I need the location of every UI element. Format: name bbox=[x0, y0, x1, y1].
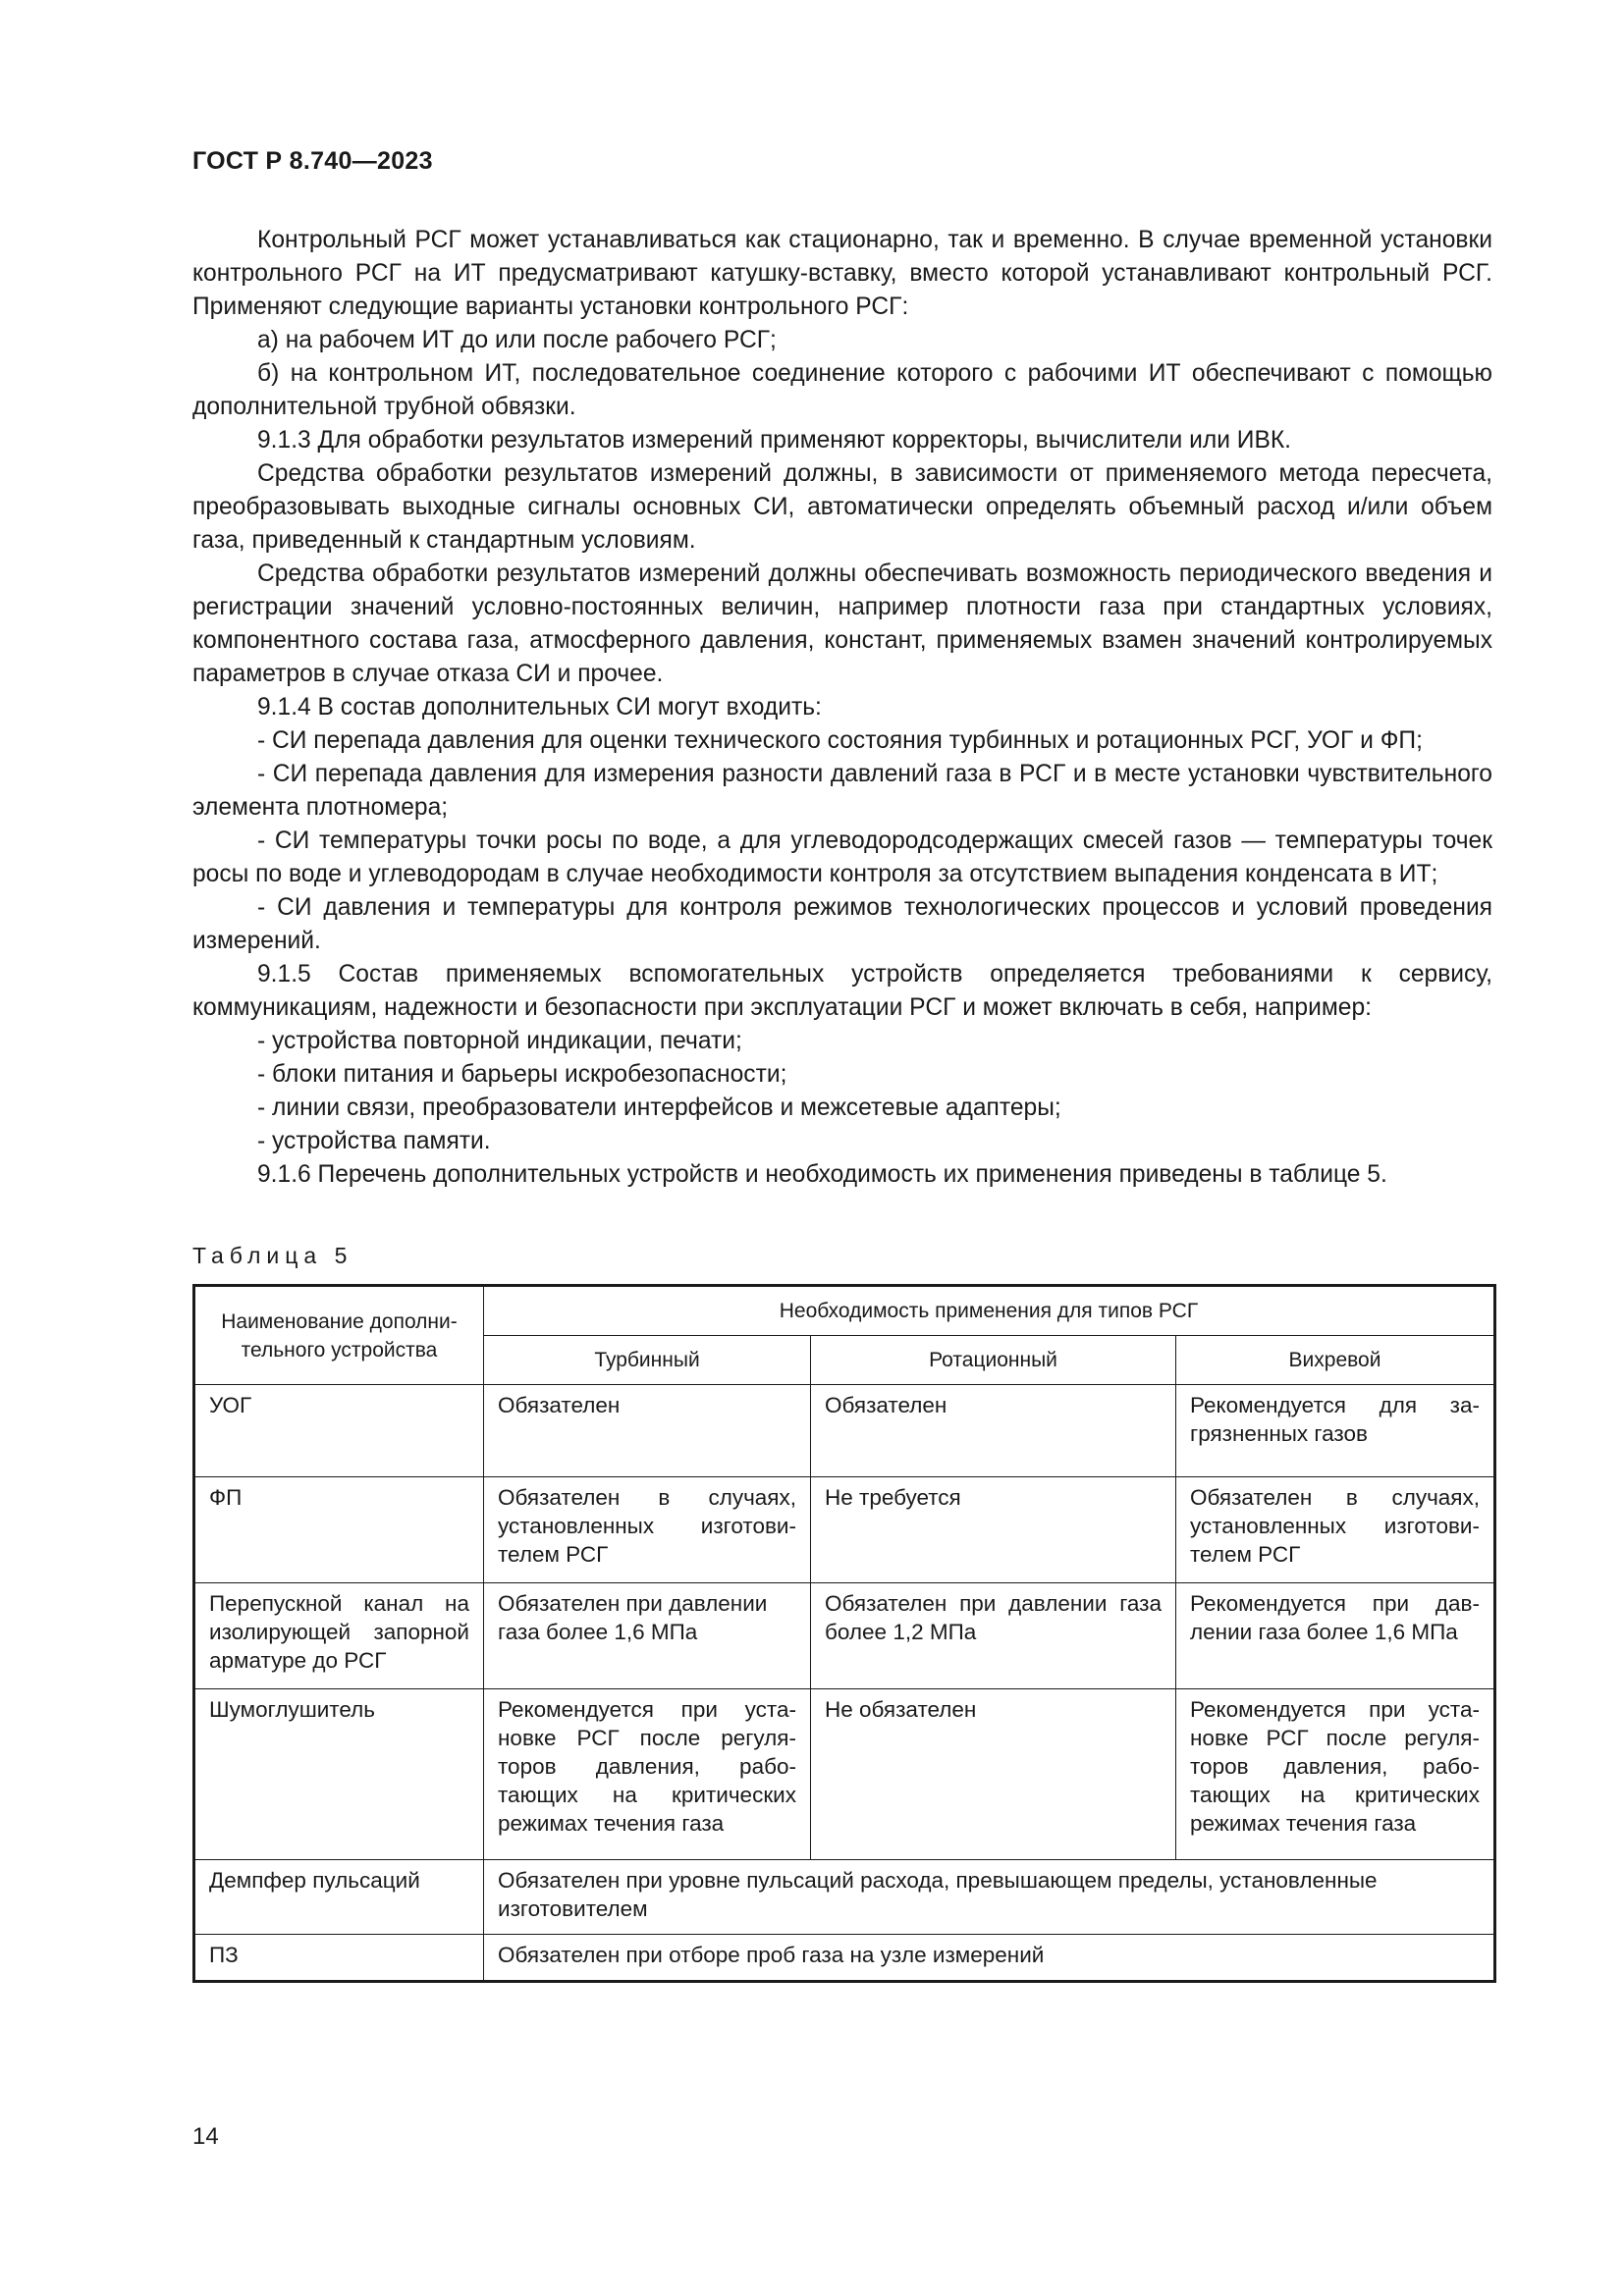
table-cell: Рекомендуется при установке РСГ после регуляторов давления, работающих на критических режимах течения газа bbox=[1176, 1689, 1495, 1860]
table-cell: Обязателен bbox=[811, 1385, 1176, 1477]
paragraph: 9.1.4 В состав дополнительных СИ могут входить: bbox=[257, 694, 822, 721]
paragraph: - СИ перепада давления для оценки технического состояния турбинных и ротационных РСГ, УОГ и ФП; bbox=[257, 727, 1423, 754]
table-cell: Обязателен при уровне пульсаций расхода, превышающем пределы, установленные изготовителем bbox=[484, 1860, 1495, 1935]
table-cell: Рекомендуется для загрязненных газов bbox=[1176, 1385, 1495, 1477]
paragraph: - СИ перепада давления для измерения разности давлений газа в РСГ и в месте установки чувствительного элемента плотномера; bbox=[192, 761, 1492, 821]
paragraph: - блоки питания и барьеры искробезопасности; bbox=[257, 1061, 787, 1088]
paragraph: - линии связи, преобразователи интерфейсов и межсетевые адаптеры; bbox=[257, 1095, 1061, 1121]
col-header-vortex: Вихревой bbox=[1176, 1336, 1495, 1385]
table-cell: Рекомендуется при давлении газа более 1,6 МПа bbox=[1176, 1583, 1495, 1689]
paragraph: а) на рабочем ИТ до или после рабочего РСГ; bbox=[257, 327, 777, 353]
table-row bbox=[194, 1477, 1495, 1583]
table-cell: УОГ bbox=[194, 1385, 484, 1477]
table-cell: ПЗ bbox=[194, 1935, 484, 1982]
paragraph: - устройства повторной индикации, печати; bbox=[257, 1028, 742, 1054]
table-caption: Таблица 5 bbox=[192, 1243, 353, 1268]
table-cell: Обязателен bbox=[484, 1385, 811, 1477]
document-header: ГОСТ Р 8.740—2023 bbox=[192, 147, 433, 175]
paragraph: 9.1.5 Состав применяемых вспомогательных устройств определяется требованиями к сервису, коммуникациям, надежности и безопасности при эксплуатации РСГ и может включать в себя, например: bbox=[192, 961, 1492, 1021]
table-cell: Не требуется bbox=[811, 1477, 1176, 1583]
table-cell: Обязателен при отборе проб газа на узле измерений bbox=[484, 1935, 1495, 1982]
body-text bbox=[192, 224, 1492, 1192]
paragraph: Средства обработки результатов измерений должны, в зависимости от применяемого метода пересчета, преобразовывать выходные сигналы основных СИ, автоматически определять объемный расход и/или объем газа, приведенный к стандартным условиям. bbox=[192, 460, 1492, 554]
table-header-row bbox=[194, 1286, 1495, 1336]
table-cell: ФП bbox=[194, 1477, 484, 1583]
paragraph: Средства обработки результатов измерений должны обеспечивать возможность периодического введения и регистрации значений условно-постоянных величин, например плотности газа при стандартных условиях, компонентного состава газа, атмосферного давления, констант, применяемых взамен значений контролируемых параметров в случае отказа СИ и прочее. bbox=[192, 561, 1492, 687]
col-group-header: Необходимость применения для типов РСГ bbox=[484, 1286, 1495, 1336]
col-header-turbine: Турбинный bbox=[484, 1336, 811, 1385]
table-cell: Не обязателен bbox=[811, 1689, 1176, 1860]
table-cell: Обязателен в случаях, установленных изготовителем РСГ bbox=[1176, 1477, 1495, 1583]
table-row bbox=[194, 1583, 1495, 1689]
paragraph: - СИ давления и температуры для контроля режимов технологических процессов и условий проведения измерений. bbox=[192, 894, 1492, 954]
page-number: 14 bbox=[192, 2123, 219, 2150]
table-cell: Демпфер пульсаций bbox=[194, 1860, 484, 1935]
table-cell: Шумоглушитель bbox=[194, 1689, 484, 1860]
paragraph: 9.1.3 Для обработки результатов измерений применяют корректоры, вычислители или ИВК. bbox=[257, 427, 1292, 454]
paragraph: 9.1.6 Перечень дополнительных устройств и необходимость их применения приведены в таблице 5. bbox=[257, 1161, 1387, 1188]
col-header-device: Наименование дополнительного устройства bbox=[194, 1286, 484, 1385]
col-header-rotary: Ротационный bbox=[811, 1336, 1176, 1385]
table-cell: Обязателен в случаях, установленных изготовителем РСГ bbox=[484, 1477, 811, 1583]
table-cell: Обязателен при давлении газа более 1,2 МПа bbox=[811, 1583, 1176, 1689]
table-cell: Обязателен при давлении газа более 1,6 МПа bbox=[484, 1583, 811, 1689]
table-cell: Перепускной канал на изолирующей запорной арматуре до РСГ bbox=[194, 1583, 484, 1689]
table-cell: Рекомендуется при установке РСГ после регуляторов давления, работающих на критических режимах течения газа bbox=[484, 1689, 811, 1860]
paragraph: - СИ температуры точки росы по воде, а для углеводородсодержащих смесей газов — температуры точек росы по воде и углеводородам в случае необходимости контроля за отсутствием выпадения конденсата в ИТ; bbox=[192, 828, 1492, 887]
table-row bbox=[194, 1860, 1495, 1935]
paragraph: Контрольный РСГ может устанавливаться как стационарно, так и временно. В случае временной установки контрольного РСГ на ИТ предусматривают катушку-вставку, вместо которой устанавливают контрольный РСГ. Применяют следующие варианты установки контрольного РСГ: bbox=[192, 227, 1492, 320]
paragraph: б) на контрольном ИТ, последовательное соединение которого с рабочими ИТ обеспечивают с помощью дополнительной трубной обвязки. bbox=[192, 360, 1492, 420]
table-row bbox=[194, 1385, 1495, 1477]
table-row bbox=[194, 1689, 1495, 1860]
table-5 bbox=[192, 1284, 1496, 1983]
paragraph: - устройства памяти. bbox=[257, 1128, 491, 1154]
table-row bbox=[194, 1935, 1495, 1982]
